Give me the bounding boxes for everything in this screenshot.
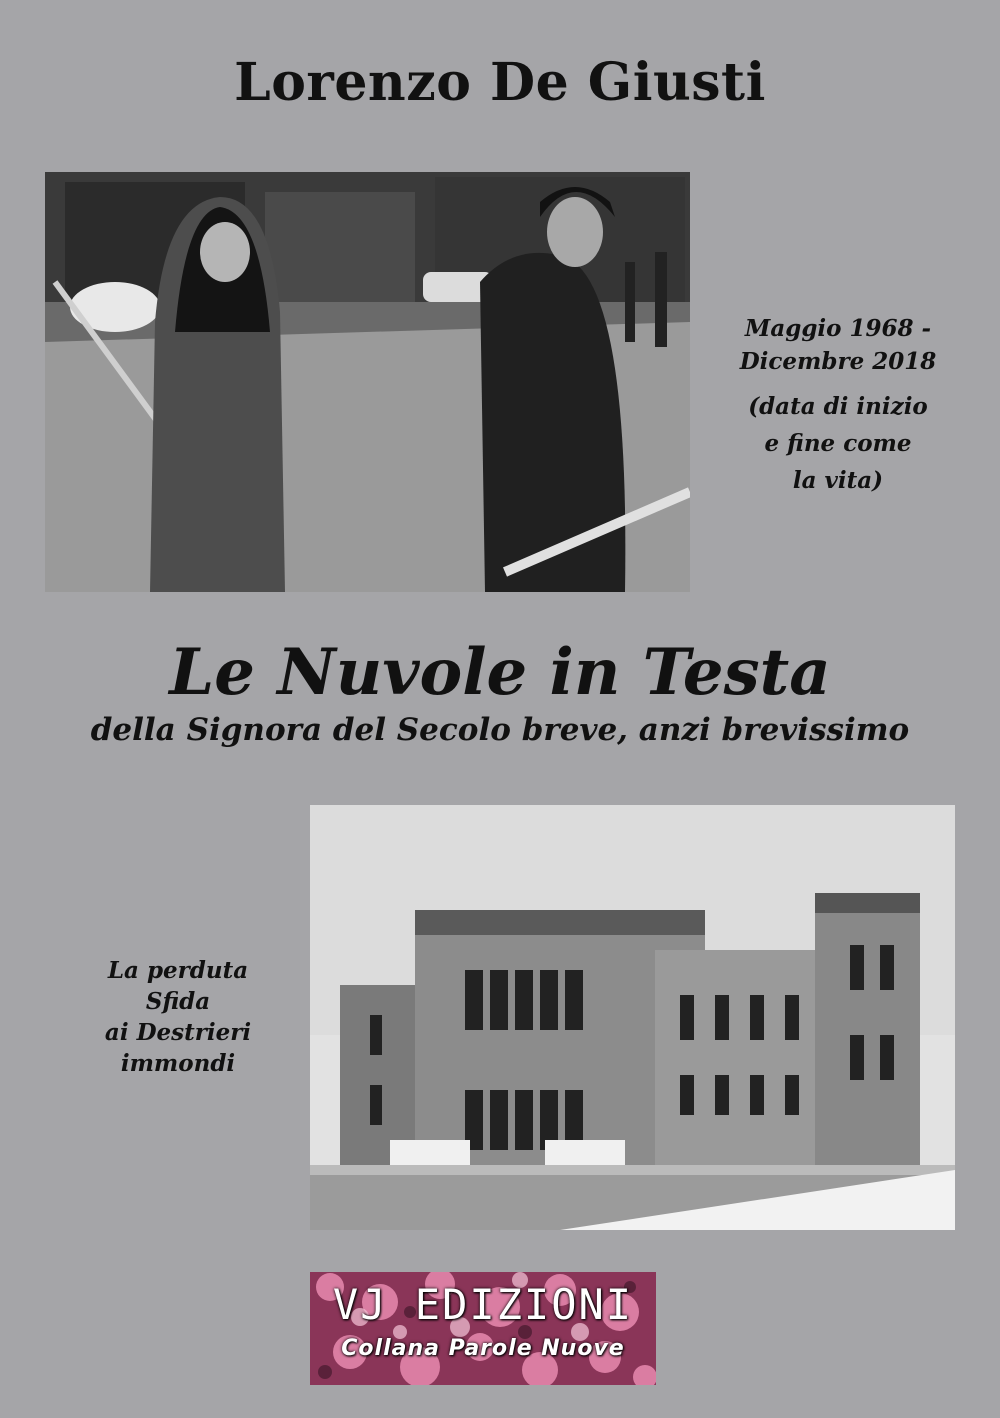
dates-note-line2: e fine come <box>764 430 912 457</box>
dates-note-line3: la vita) <box>792 467 884 494</box>
dates-block <box>718 312 958 499</box>
tagline-line4: immondi <box>120 1050 236 1077</box>
publisher-series: Collana Parole Nuove <box>341 1336 625 1361</box>
tagline-line3: ai Destrieri <box>104 1019 252 1046</box>
author-name: Lorenzo De Giusti <box>234 52 766 113</box>
dates-end: Dicembre 2018 <box>739 348 937 375</box>
book-title: Le Nuvole in Testa <box>169 635 831 710</box>
dates-start: Maggio 1968 - <box>744 315 932 342</box>
publisher-logo <box>310 1272 656 1385</box>
tagline-line1: La perduta <box>107 957 249 984</box>
dates-note <box>718 388 958 499</box>
book-subtitle: della Signora del Secolo breve, anzi brevissimo <box>90 712 910 748</box>
tagline-line2: Sfida <box>145 988 211 1015</box>
publisher-name: VJ EDIZIONI <box>332 1280 634 1329</box>
cover-photo-street <box>45 172 690 592</box>
cover-photo-building <box>310 805 955 1230</box>
tagline-block <box>68 955 288 1079</box>
dates-note-line1: (data di inizio <box>748 393 928 420</box>
